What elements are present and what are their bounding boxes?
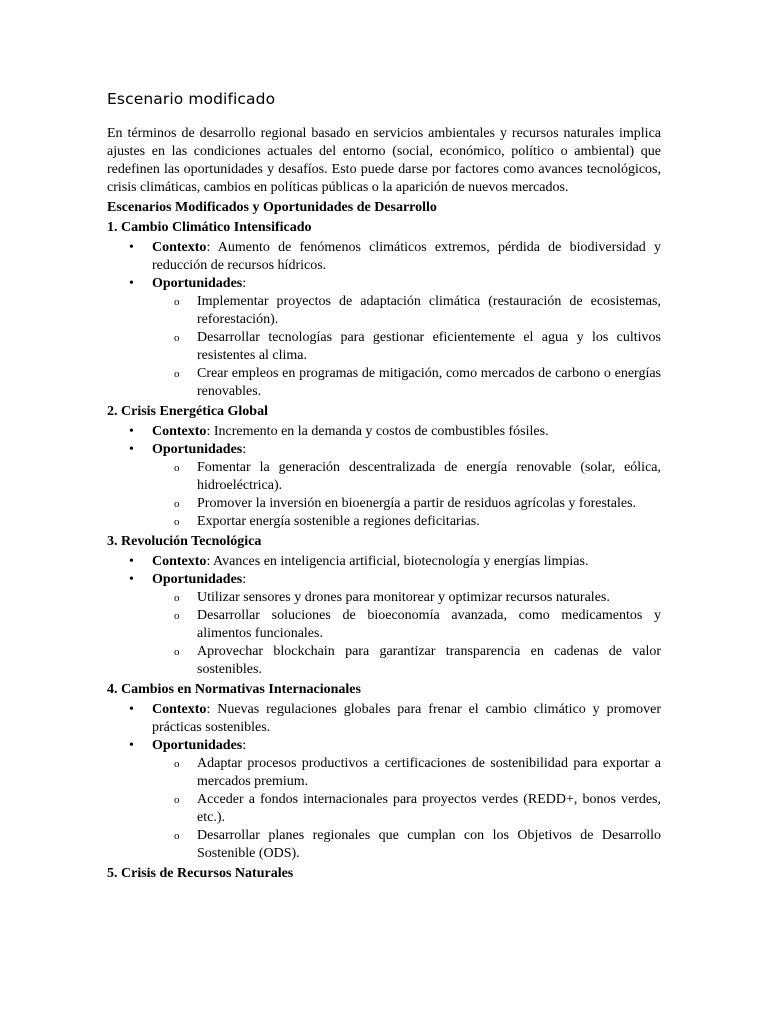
document-subtitle: Escenarios Modificados y Oportunidades de Desarrollo xyxy=(107,200,437,215)
opportunities-item xyxy=(107,275,661,401)
list-item xyxy=(152,755,661,791)
list-item xyxy=(152,495,661,513)
opportunities-sublist xyxy=(107,293,661,401)
bullet-icon: • xyxy=(129,572,134,587)
circle-bullet-icon: o xyxy=(174,758,180,770)
opportunity-text: Implementar proyectos de adaptación climática (restauración de ecosistemas, reforestación). xyxy=(197,294,661,327)
opportunity-text: Crear empleos en programas de mitigación, como mercados de carbono o energías renovables. xyxy=(197,366,661,399)
circle-bullet-icon: o xyxy=(174,462,180,474)
opportunity-text: Acceder a fondos internacionales para proyectos verdes (REDD+, bonos verdes, etc.). xyxy=(197,792,661,825)
section-heading: 4. Cambios en Normativas Internacionales xyxy=(107,682,361,697)
opportunity-text: Adaptar procesos productivos a certificaciones de sostenibilidad para exportar a mercados premium. xyxy=(197,756,661,789)
section-bullet-list xyxy=(107,423,661,531)
circle-bullet-icon: o xyxy=(174,368,180,380)
section-bullet-list xyxy=(107,553,661,679)
bullet-icon: • xyxy=(129,738,134,753)
opportunity-text: Promover la inversión en bioenergía a partir de residuos agrícolas y forestales. xyxy=(197,496,637,511)
opportunities-colon: : xyxy=(242,442,247,457)
opportunities-label: Oportunidades xyxy=(152,276,243,291)
opportunity-text: Fomentar la generación descentralizada de energía renovable (solar, eólica, hidroeléctrica). xyxy=(197,460,661,493)
section-bullet-list xyxy=(107,239,661,401)
circle-bullet-icon: o xyxy=(174,332,180,344)
context-label: Contexto xyxy=(152,702,207,717)
opportunity-text: Exportar energía sostenible a regiones deficitarias. xyxy=(197,514,480,529)
opportunities-label: Oportunidades xyxy=(152,442,243,457)
bullet-icon: • xyxy=(129,442,134,457)
opportunity-text: Desarrollar planes regionales que cumplan con los Objetivos de Desarrollo Sostenible (ODS). xyxy=(197,828,661,861)
list-item xyxy=(152,293,661,329)
section-2 xyxy=(107,403,661,531)
opportunities-sublist xyxy=(107,589,661,679)
opportunities-item xyxy=(107,571,661,679)
intro-paragraph: En términos de desarrollo regional basado en servicios ambientales y recursos naturales implica ajustes en las condiciones actuales del entorno (social, económico, político o ambiental) que redefinen las oportunidades y desafíos. Esto puede darse por factores como avances tecnológicos, crisis climáticas, cambios en políticas públicas o la aparición de nuevos mercados. xyxy=(107,126,661,195)
context-item xyxy=(107,701,661,737)
section-heading: 5. Crisis de Recursos Naturales xyxy=(107,866,294,881)
section-heading: 2. Crisis Energética Global xyxy=(107,404,268,419)
circle-bullet-icon: o xyxy=(174,516,180,528)
opportunity-text: Desarrollar soluciones de bioeconomía avanzada, como medicamentos y alimentos funcionales. xyxy=(197,608,661,641)
section-1 xyxy=(107,219,661,401)
page-title: Escenario modificado xyxy=(107,90,276,108)
list-item xyxy=(152,365,661,401)
circle-bullet-icon: o xyxy=(174,498,180,510)
list-item xyxy=(152,589,661,607)
list-item xyxy=(152,643,661,679)
section-heading: 3. Revolución Tecnológica xyxy=(107,534,262,549)
context-item xyxy=(107,423,661,441)
context-text: : Avances en inteligencia artificial, biotecnología y energías limpias. xyxy=(206,554,589,569)
opportunities-colon: : xyxy=(242,738,247,753)
opportunity-text: Desarrollar tecnologías para gestionar eficientemente el agua y los cultivos resistentes al clima. xyxy=(197,330,661,363)
opportunities-item xyxy=(107,441,661,531)
opportunities-label: Oportunidades xyxy=(152,738,243,753)
section-5 xyxy=(107,865,661,883)
bullet-icon: • xyxy=(129,702,134,717)
context-text: : Nuevas regulaciones globales para frenar el cambio climático y promover prácticas sostenibles. xyxy=(152,702,661,735)
opportunities-item xyxy=(107,737,661,863)
context-label: Contexto xyxy=(152,240,207,255)
context-label: Contexto xyxy=(152,424,207,439)
list-item xyxy=(152,607,661,643)
opportunities-sublist xyxy=(107,755,661,863)
sections-container xyxy=(107,219,661,883)
list-item xyxy=(152,329,661,365)
circle-bullet-icon: o xyxy=(174,794,180,806)
opportunity-text: Aprovechar blockchain para garantizar transparencia en cadenas de valor sostenibles. xyxy=(197,644,661,677)
context-item xyxy=(107,553,661,571)
circle-bullet-icon: o xyxy=(174,610,180,622)
opportunities-sublist xyxy=(107,459,661,531)
list-item xyxy=(152,459,661,495)
list-item xyxy=(152,791,661,827)
bullet-icon: • xyxy=(129,240,134,255)
opportunity-text: Utilizar sensores y drones para monitorear y optimizar recursos naturales. xyxy=(197,590,610,605)
context-item xyxy=(107,239,661,275)
context-label: Contexto xyxy=(152,554,207,569)
bullet-icon: • xyxy=(129,554,134,569)
circle-bullet-icon: o xyxy=(174,830,180,842)
bullet-icon: • xyxy=(129,276,134,291)
opportunities-colon: : xyxy=(242,276,247,291)
section-heading: 1. Cambio Climático Intensificado xyxy=(107,220,312,235)
circle-bullet-icon: o xyxy=(174,646,180,658)
context-text: : Aumento de fenómenos climáticos extremos, pérdida de biodiversidad y reducción de recursos hídricos. xyxy=(152,240,661,273)
section-bullet-list xyxy=(107,701,661,863)
context-text: : Incremento en la demanda y costos de combustibles fósiles. xyxy=(206,424,549,439)
section-4 xyxy=(107,681,661,863)
circle-bullet-icon: o xyxy=(174,592,180,604)
opportunities-label: Oportunidades xyxy=(152,572,243,587)
bullet-icon: • xyxy=(129,424,134,439)
document-content xyxy=(107,88,661,885)
circle-bullet-icon: o xyxy=(174,296,180,308)
list-item xyxy=(152,513,661,531)
section-3 xyxy=(107,533,661,679)
list-item xyxy=(152,827,661,863)
opportunities-colon: : xyxy=(242,572,247,587)
